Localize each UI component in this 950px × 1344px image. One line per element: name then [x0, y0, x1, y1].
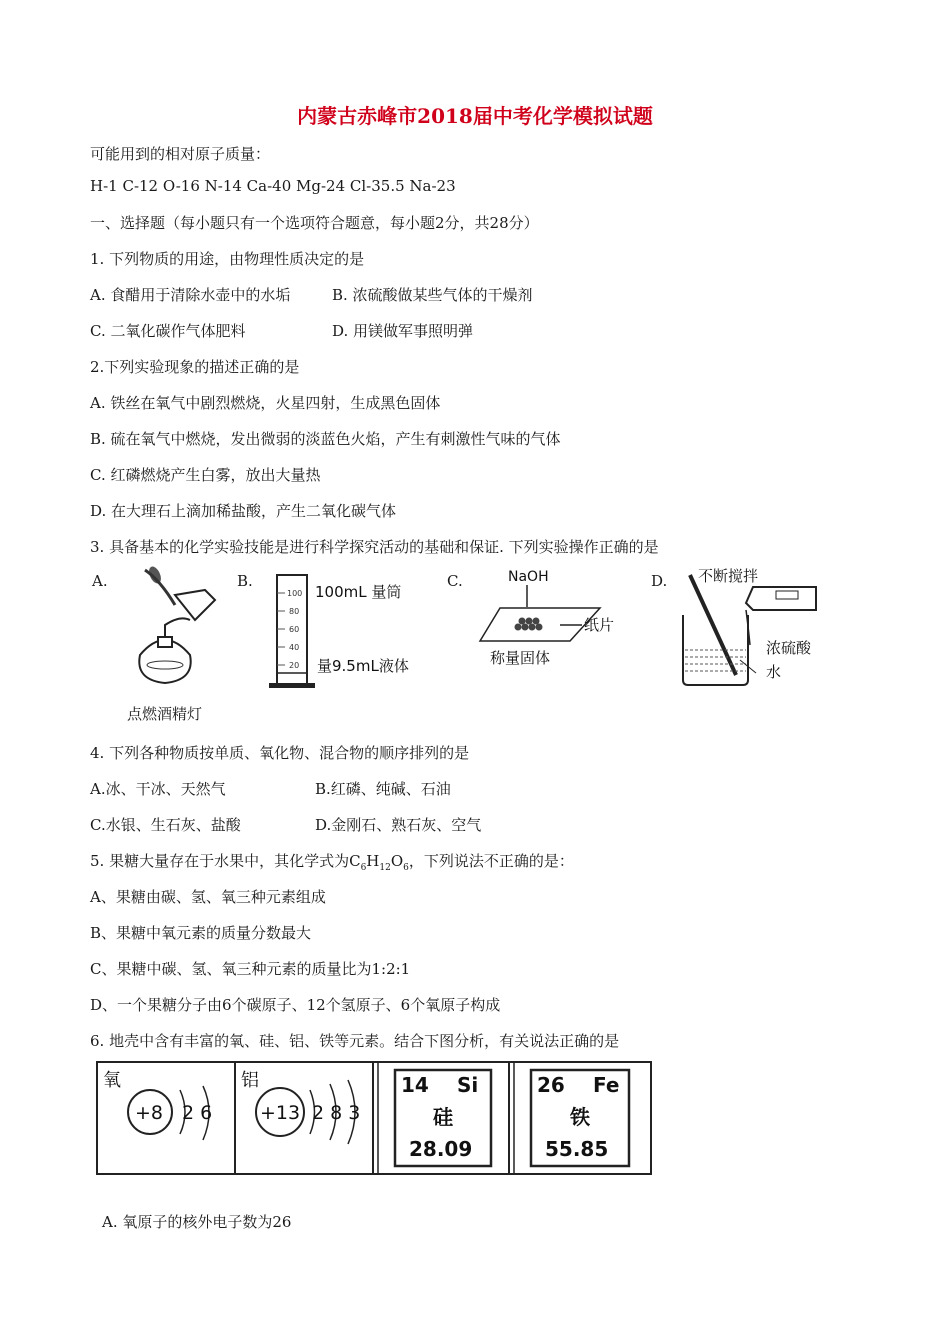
q4-stem: 4. 下列各种物质按单质、氧化物、混合物的顺序排列的是	[90, 744, 470, 762]
cylinder-tick-80: 80	[289, 607, 300, 616]
q4-option-b: B.红磷、纯碱、石油	[315, 780, 451, 798]
alcohol-lamp-figure	[120, 565, 230, 695]
q3-label-c: C.	[447, 572, 463, 590]
water-label: 水	[766, 663, 782, 681]
atomic-masses: H-1 C-12 O-16 N-14 Ca-40 Mg-24 Cl-35.5 Na-23	[90, 177, 456, 195]
cylinder-tick-40: 40	[289, 643, 300, 652]
q5-option-a: A、果糖由碳、氢、氧三种元素组成	[90, 888, 326, 906]
q5-option-c: C、果糖中碳、氢、氧三种元素的质量比为1:2:1	[90, 960, 411, 978]
q2-option-a: A. 铁丝在氧气中剧烈燃烧，火星四射，生成黑色固体	[90, 394, 441, 412]
dilution-figure	[678, 565, 838, 690]
q3-stem: 3. 具备基本的化学实验技能是进行科学探究活动的基础和保证. 下列实验操作正确的是	[90, 538, 659, 556]
iron-mass: 55.85	[545, 1137, 609, 1161]
q3-label-a: A.	[92, 572, 108, 590]
silicon-mass: 28.09	[409, 1137, 473, 1161]
silicon-name: 硅	[433, 1105, 453, 1129]
acid-label: 浓硫酸	[766, 639, 812, 657]
weighing-figure	[470, 563, 630, 673]
section-heading: 一、选择题（每小题只有一个选项符合题意，每小题2分，共28分）	[90, 214, 539, 232]
q4-option-d: D.金刚石、熟石灰、空气	[315, 816, 482, 834]
q4-option-c: C.水银、生石灰、盐酸	[90, 816, 241, 834]
silicon-number: 14	[401, 1073, 429, 1097]
silicon-symbol: Si	[457, 1073, 479, 1097]
stir-label: 不断搅拌	[698, 567, 759, 585]
iron-name: 铁	[570, 1105, 590, 1129]
oxygen-name: 氧	[103, 1070, 121, 1091]
cylinder-tick-20: 20	[289, 661, 300, 670]
q2-option-c: C. 红磷燃烧产生白雾，放出大量热	[90, 466, 321, 484]
cylinder-label: 100mL 量筒	[315, 583, 402, 601]
q1-stem: 1. 下列物质的用途，由物理性质决定的是	[90, 250, 365, 268]
q2-stem: 2.下列实验现象的描述正确的是	[90, 358, 300, 376]
cylinder-measure-label: 量9.5mL液体	[317, 657, 409, 675]
cylinder-tick-60: 60	[289, 625, 300, 634]
intro-text: 可能用到的相对原子质量：	[90, 145, 271, 163]
element-info-figure	[95, 1060, 655, 1178]
q3-caption-a: 点燃酒精灯	[127, 705, 203, 723]
q1-option-b: B. 浓硫酸做某些气体的干燥剂	[332, 286, 533, 304]
q6-option-a: A. 氧原子的核外电子数为26	[102, 1213, 292, 1231]
q5-stem: 5. 果糖大量存在于水果中，其化学式为$C_6H_{12}O_6$，下列说法不正确的是：	[90, 852, 574, 873]
iron-number: 26	[537, 1073, 565, 1097]
q5-option-d: D、一个果糖分子由6个碳原子、12个氢原子、6个氧原子构成	[90, 996, 501, 1014]
q1-option-c: C. 二氧化碳作气体肥料	[90, 322, 246, 340]
weigh-solid-label: 称量固体	[490, 649, 551, 667]
q2-option-d: D. 在大理石上滴加稀盐酸，产生二氧化碳气体	[90, 502, 397, 520]
q3-label-d: D.	[651, 572, 668, 590]
q2-option-b: B. 硫在氧气中燃烧，发出微弱的淡蓝色火焰，产生有刺激性气味的气体	[90, 430, 561, 448]
graduated-cylinder-figure	[265, 565, 435, 695]
q4-option-a: A.冰、干冰、天然气	[90, 780, 226, 798]
paper-label: 纸片	[584, 616, 615, 634]
aluminium-shells: 2 8 3	[312, 1102, 361, 1124]
cylinder-tick-100: 100	[287, 589, 303, 598]
oxygen-nucleus: +8	[135, 1102, 164, 1124]
naoh-label: NaOH	[508, 569, 549, 585]
q1-option-a: A. 食醋用于清除水壶中的水垢	[90, 286, 291, 304]
q1-option-d: D. 用镁做军事照明弹	[332, 322, 474, 340]
oxygen-shells: 2 6	[182, 1102, 213, 1124]
aluminium-nucleus: +13	[260, 1102, 301, 1124]
q3-label-b: B.	[237, 572, 253, 590]
aluminium-name: 铝	[241, 1070, 259, 1091]
iron-symbol: Fe	[593, 1073, 620, 1097]
q5-option-b: B、果糖中氧元素的质量分数最大	[90, 924, 312, 942]
page-title: 内蒙古赤峰市2018届中考化学模拟试题	[297, 104, 653, 128]
q6-stem: 6. 地壳中含有丰富的氧、硅、铝、铁等元素。结合下图分析，有关说法正确的是	[90, 1032, 620, 1050]
